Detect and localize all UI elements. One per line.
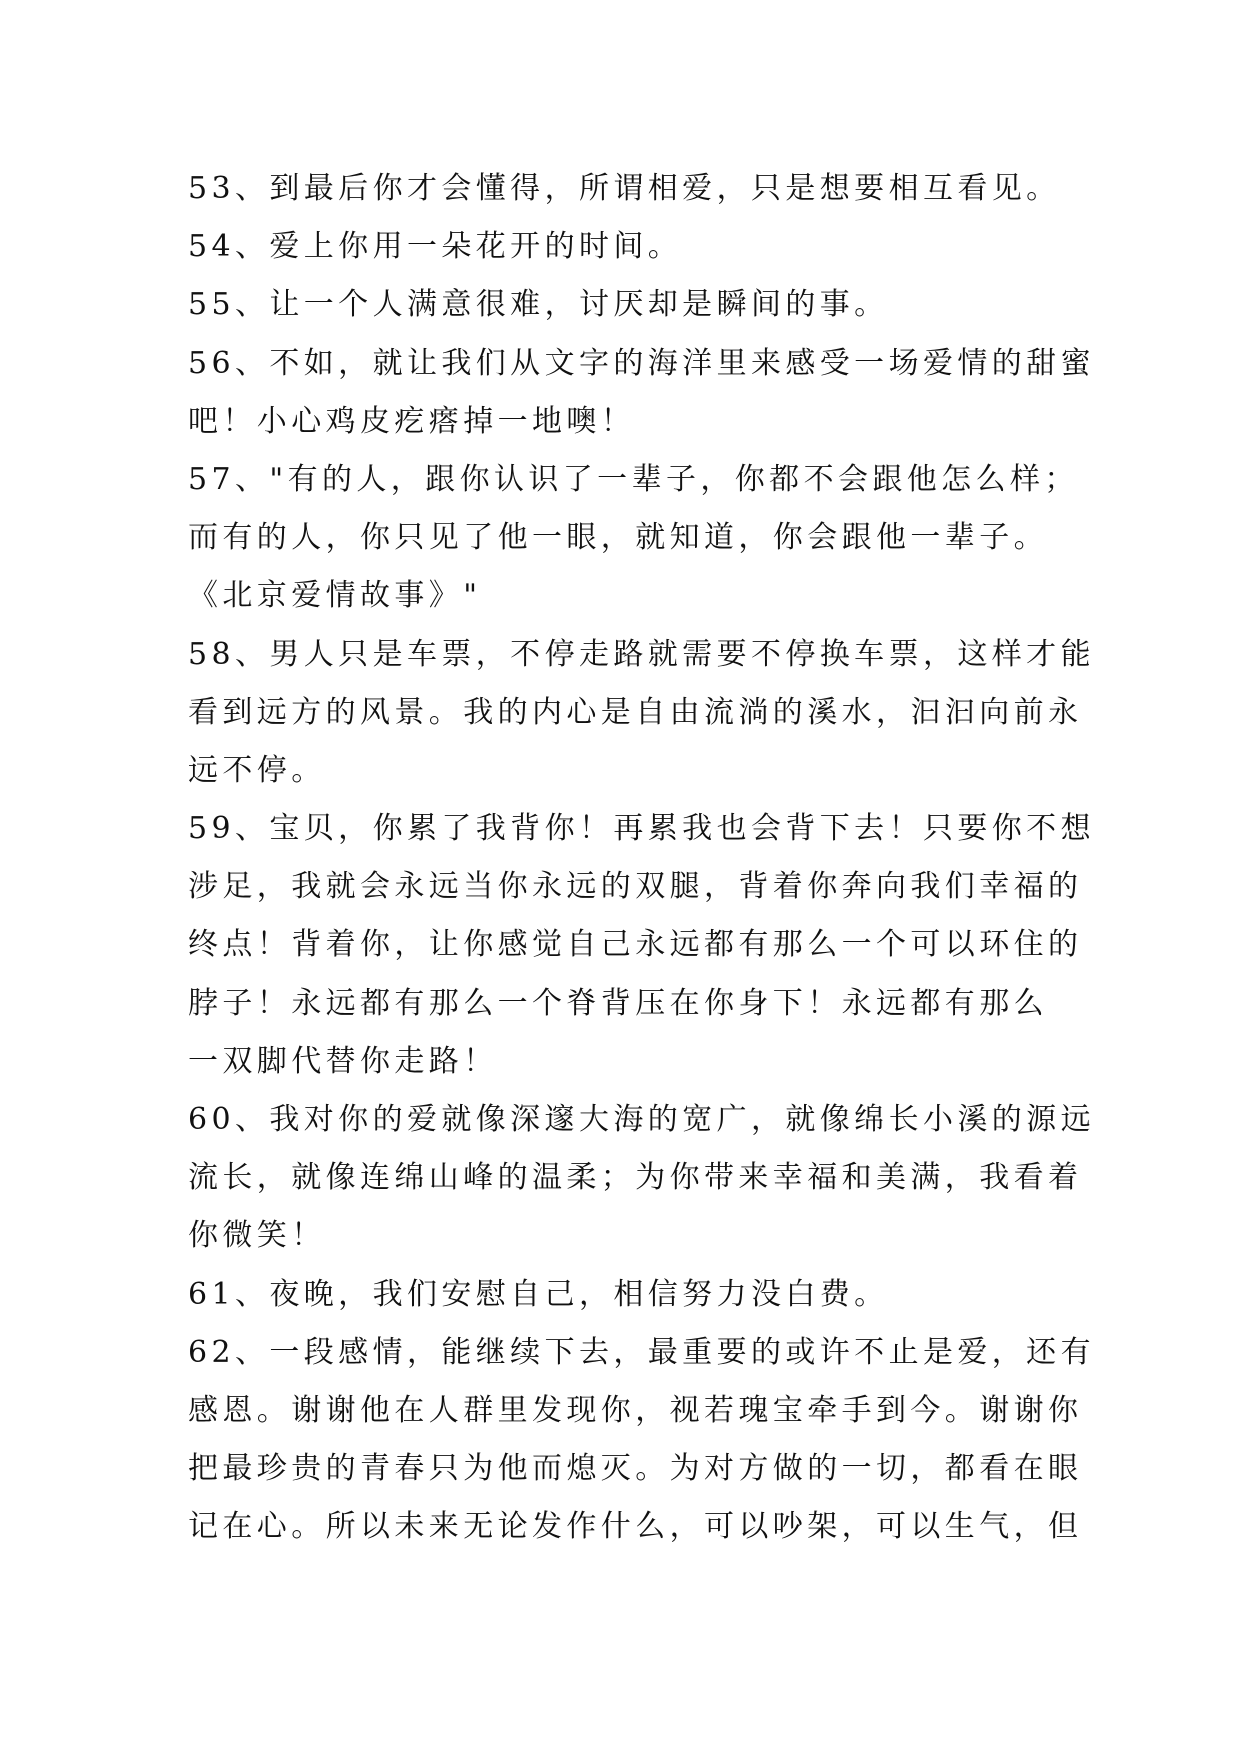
text-line: 流长，就像连绵山峰的温柔；为你带来幸福和美满，我看着	[188, 1160, 1083, 1196]
text-line: 把最珍贵的青春只为他而熄灭。为对方做的一切，都看在眼	[188, 1451, 1083, 1487]
text-line: 终点！背着你，让你感觉自己永远都有那么一个可以环住的	[188, 927, 1083, 963]
document-body	[188, 160, 1095, 1557]
text-line: 62、一段感情，能继续下去，最重要的或许不止是爱，还有	[188, 1334, 1095, 1370]
text-line: 59、宝贝，你累了我背你！再累我也会背下去！只要你不想	[188, 811, 1095, 847]
text-line: 54、爱上你用一朵花开的时间。	[188, 229, 683, 265]
text-line: 61、夜晚，我们安慰自己，相信努力没白费。	[188, 1276, 889, 1312]
text-line: 一双脚代替你走路！	[188, 1043, 498, 1079]
text-line: 而有的人，你只见了他一眼，就知道，你会跟他一辈子。	[188, 520, 1048, 556]
text-line: 53、到最后你才会懂得，所谓相爱，只是想要相互看见。	[188, 171, 1061, 206]
text-line: 远不停。	[188, 752, 326, 788]
text-line: 55、让一个人满意很难，讨厌却是瞬间的事。	[188, 287, 889, 323]
text-line: 《北京爱情故事》"	[188, 578, 482, 614]
text-line: 57、"有的人，跟你认识了一辈子，你都不会跟他怎么样；	[188, 461, 1079, 497]
text-line: 58、男人只是车票，不停走路就需要不停换车票，这样才能	[188, 636, 1095, 672]
text-line: 56、不如，就让我们从文字的海洋里来感受一场爱情的甜蜜	[188, 345, 1095, 381]
text-line: 脖子！永远都有那么一个脊背压在你身下！永远都有那么	[188, 985, 1048, 1021]
text-line: 感恩。谢谢他在人群里发现你，视若瑰宝牵手到今。谢谢你	[188, 1392, 1083, 1428]
text-line: 60、我对你的爱就像深邃大海的宽广，就像绵长小溪的源远	[188, 1102, 1095, 1137]
text-line: 记在心。所以未来无论发作什么，可以吵架，可以生气，但	[188, 1509, 1083, 1545]
text-line: 看到远方的风景。我的内心是自由流淌的溪水，汩汩向前永	[188, 694, 1083, 730]
text-line: 吧！小心鸡皮疙瘩掉一地噢！	[188, 403, 636, 439]
text-line: 涉足，我就会永远当你永远的双腿，背着你奔向我们幸福的	[188, 869, 1083, 905]
text-line: 你微笑！	[188, 1218, 326, 1254]
